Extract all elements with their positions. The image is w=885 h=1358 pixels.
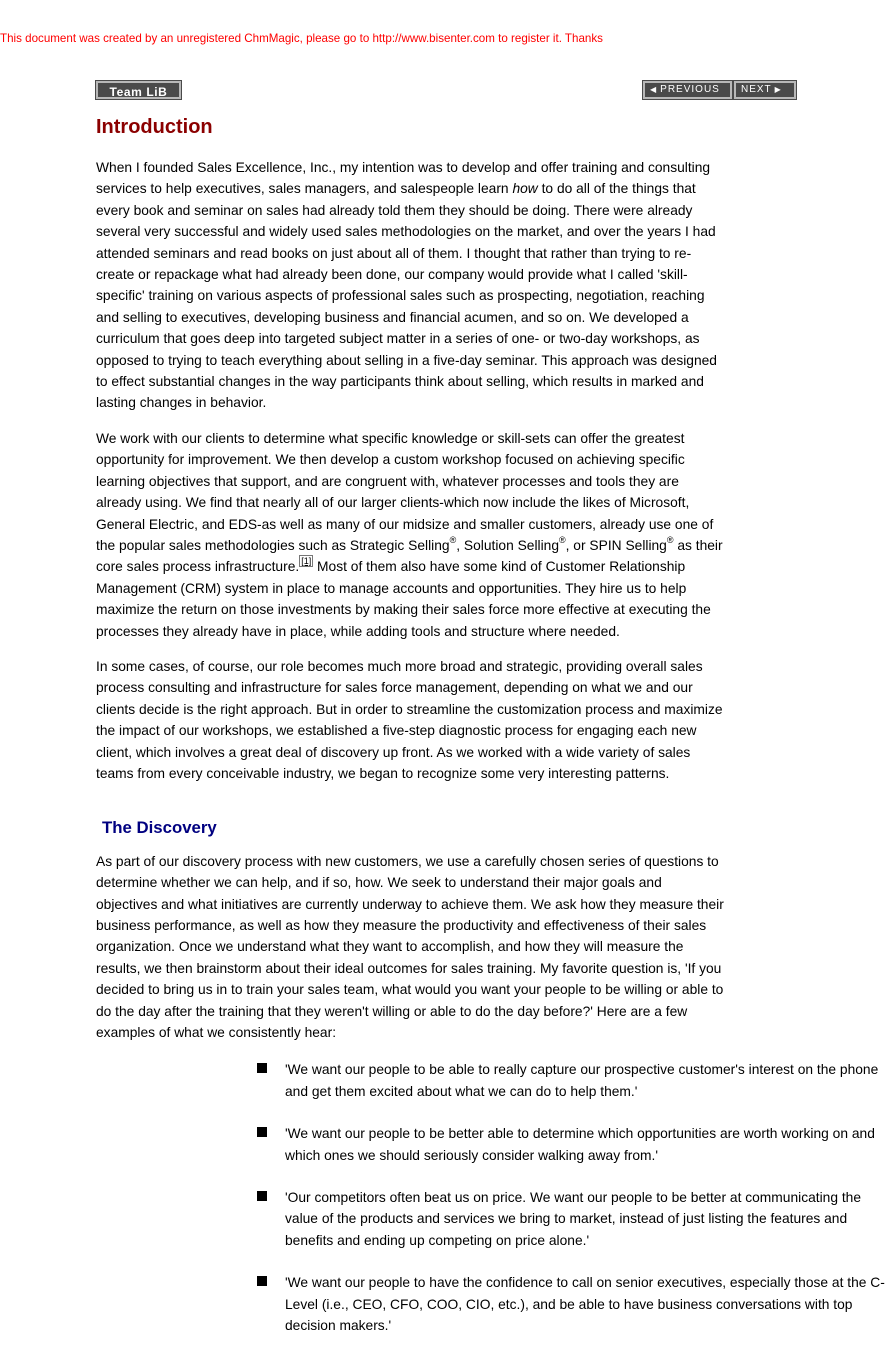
paragraph-text: as their core sales process infrastructure. bbox=[96, 537, 723, 575]
paragraph-text: Most of them also have some kind of Customer Relationship Management (CRM) system in place to manage accounts and opportunities. They hire us to help maximize the return on those investments by making their sales force more effective at executing the processes they already have in place, while adding tools and structure where needed. bbox=[96, 559, 711, 639]
paragraph-text: , or SPIN Selling bbox=[565, 537, 667, 553]
paragraph-4: As part of our discovery process with new customers, we use a carefully chosen series of questions to determine whether we can help, and if so, how. We seek to understand their major goals and objectives and what initiatives are currently underway to achieve them. We ask how they measure their business performance, as well as how they measure the productivity and effectiveness of their sales organization. Once we understand what they want to accomplish, and how they will measure the results, we then brainstorm about their ideal outcomes for sales training. My favorite question is, 'If you decided to bring us in to train your sales team, what would you want your people to be willing or able to do the day after the training that they weren't willing or able to do the day before?' Here are a few examples of what we consistently hear: bbox=[96, 853, 724, 1041]
paragraph-text: to do all of the things that every book and seminar on sales had already told them they should be doing. There were already several very successful and widely used sales methodologies on the market, and over the years I had attended seminars and read books on just about all of them. I thought that rather than trying to re-create or repackage what had already been done, our company would provide what I called 'skill-specific' training on various aspects of professional sales such as prospecting, negotiation, reaching and selling to executives, developing business and financial acumen, and so on. We developed a curriculum that goes deep into targeted subject matter in a series of one- or two-day workshops, as opposed to trying to teach everything about selling in a five-day seminar. This approach was designed to effect substantial changes in the way participants think about selling, which results in marked and lasting changes in behavior. bbox=[96, 181, 717, 411]
list-item bbox=[257, 1187, 885, 1251]
main-content bbox=[96, 157, 885, 1358]
next-button[interactable] bbox=[734, 81, 796, 99]
paragraph-1 bbox=[96, 157, 724, 414]
team-lib-logo[interactable]: Team LiB bbox=[96, 81, 181, 99]
square-bullet-icon bbox=[257, 1063, 267, 1073]
list-item bbox=[257, 1272, 885, 1336]
list-item bbox=[257, 1123, 885, 1166]
top-navigation bbox=[96, 81, 796, 101]
quote-text: 'We want our people to have the confidence to call on senior executives, especially those at the C-Level (i.e., CEO, CFO, COO, CIO, etc.), and be able to have business conversations with top decision makers.' bbox=[285, 1275, 885, 1334]
registered-mark: ® bbox=[559, 534, 566, 545]
registered-mark: ® bbox=[449, 534, 457, 545]
quote-text: 'We want our people to be better able to determine which opportunities are worth working on and which ones we should seriously consider walking away from.' bbox=[285, 1126, 875, 1163]
quote-text: 'Our competitors often beat us on price. We want our people to be better at communicating the value of the products and services we bring to market, instead of just listing the features and benefits and ending up competing on price alone.' bbox=[285, 1190, 862, 1248]
paragraph-text: We work with our clients to determine what specific knowledge or skill-sets can offer the greatest opportunity for improvement. We then develop a custom workshop focused on achieving specific learning objectives that support, and are congruent with, whatever processes and tools they are already using. We find that nearly all of our larger clients-which now include the likes of Microsoft, General Electric, and EDS-as well as many of our midsize and smaller customers, already use one of the popular sales methodologies such as Strategic Selling bbox=[96, 430, 714, 553]
previous-label: PREVIOUS bbox=[660, 84, 720, 95]
quote-list bbox=[96, 1059, 885, 1336]
next-label: NEXT bbox=[741, 84, 772, 95]
emphasis-text: how bbox=[512, 181, 538, 197]
nav-buttons bbox=[643, 81, 796, 99]
paragraph-text: , Solution Selling bbox=[456, 537, 559, 553]
paragraph-2 bbox=[96, 428, 724, 642]
right-triangle-icon: ▶ bbox=[774, 85, 782, 94]
paragraph-3: In some cases, of course, our role becomes much more broad and strategic, providing overall sales process consulting and infrastructure for sales force management, depending on what we and our clients decide is the right approach. But in order to streamline the customization process and maximize the impact of our workshops, we established a five-step diagnostic process for engaging each new client, which involves a great deal of discovery up front. As we worked with a wide variety of sales teams from every conceivable industry, we began to recognize some very interesting patterns. bbox=[96, 658, 723, 781]
quote-text: 'We want our people to be able to really capture our prospective customer's interest on the phone and get them excited about what we can do to help them.' bbox=[285, 1062, 879, 1099]
footnote-link[interactable]: [1] bbox=[301, 556, 312, 567]
page-title: Introduction bbox=[96, 116, 213, 138]
list-item bbox=[257, 1059, 885, 1102]
previous-button[interactable] bbox=[643, 81, 732, 99]
left-triangle-icon: ◀ bbox=[650, 85, 658, 94]
square-bullet-icon bbox=[257, 1127, 267, 1137]
registered-mark: ® bbox=[666, 534, 674, 545]
paragraph-text: When I founded Sales Excellence, Inc., my intention was to develop and offer training and consulting services to help executives, sales managers, and salespeople learn bbox=[96, 160, 711, 197]
square-bullet-icon bbox=[257, 1191, 267, 1201]
square-bullet-icon bbox=[257, 1276, 267, 1286]
unregistered-banner: This document was created by an unregistered ChmMagic, please go to http://www.bisenter.com to register it. Thanks bbox=[0, 32, 603, 45]
section-heading: The Discovery bbox=[102, 818, 217, 838]
